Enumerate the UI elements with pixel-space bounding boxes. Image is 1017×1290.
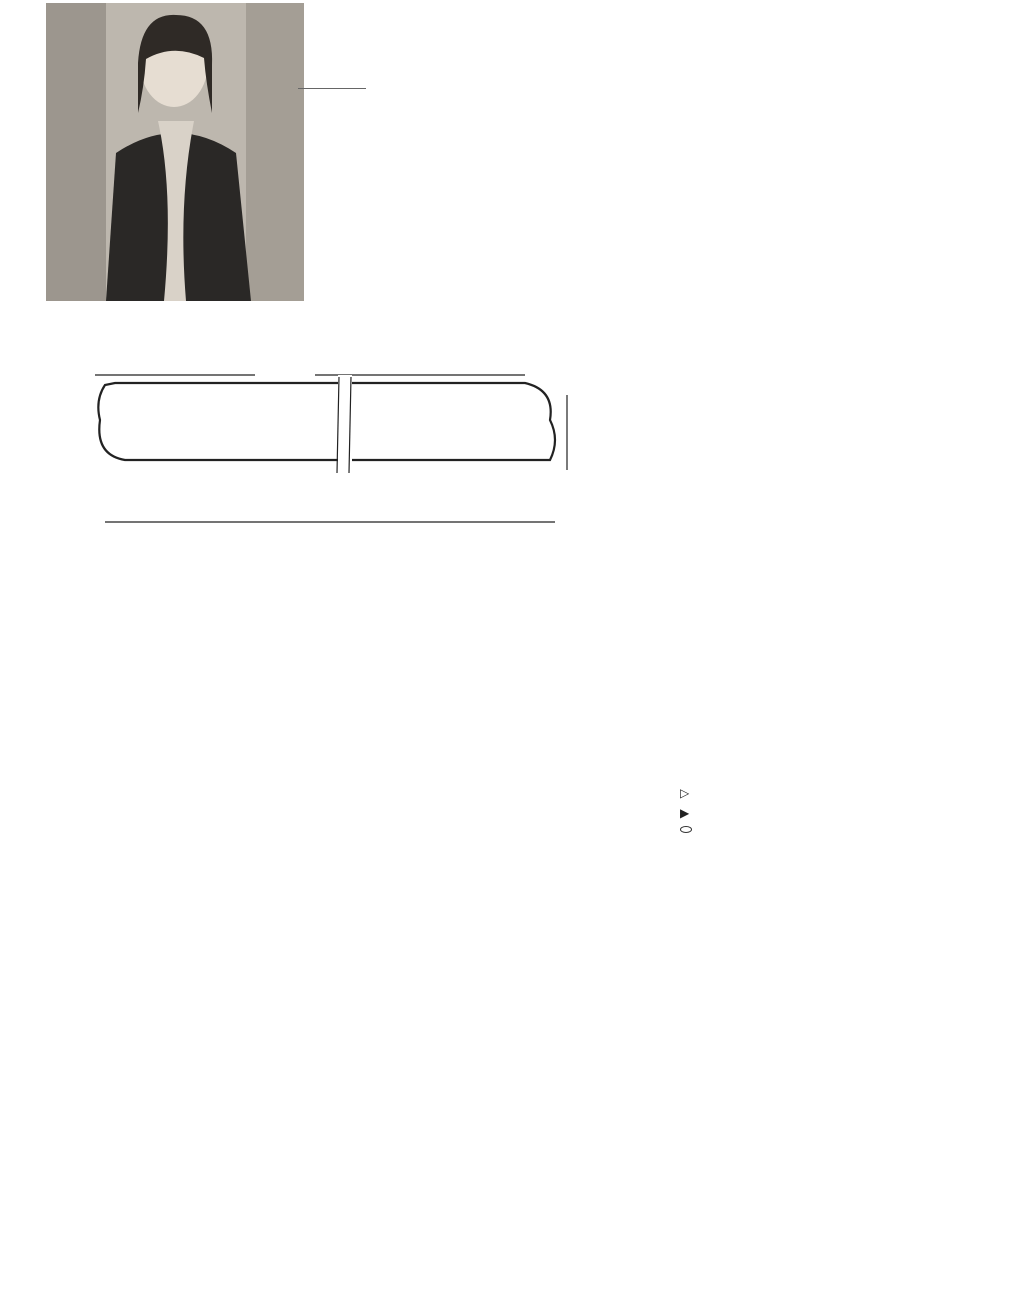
attach-yarn-icon: ▷ bbox=[680, 786, 690, 800]
cut-yarn-icon: ▶ bbox=[680, 806, 690, 820]
model-photo bbox=[46, 3, 304, 301]
start-section-chart bbox=[65, 610, 550, 810]
legend bbox=[680, 786, 698, 833]
shawl-rings bbox=[115, 414, 535, 454]
divider-line bbox=[298, 88, 366, 89]
split-chain-icon bbox=[680, 826, 692, 833]
main-chart bbox=[55, 850, 975, 1195]
motif-method-diagram bbox=[603, 425, 1003, 745]
